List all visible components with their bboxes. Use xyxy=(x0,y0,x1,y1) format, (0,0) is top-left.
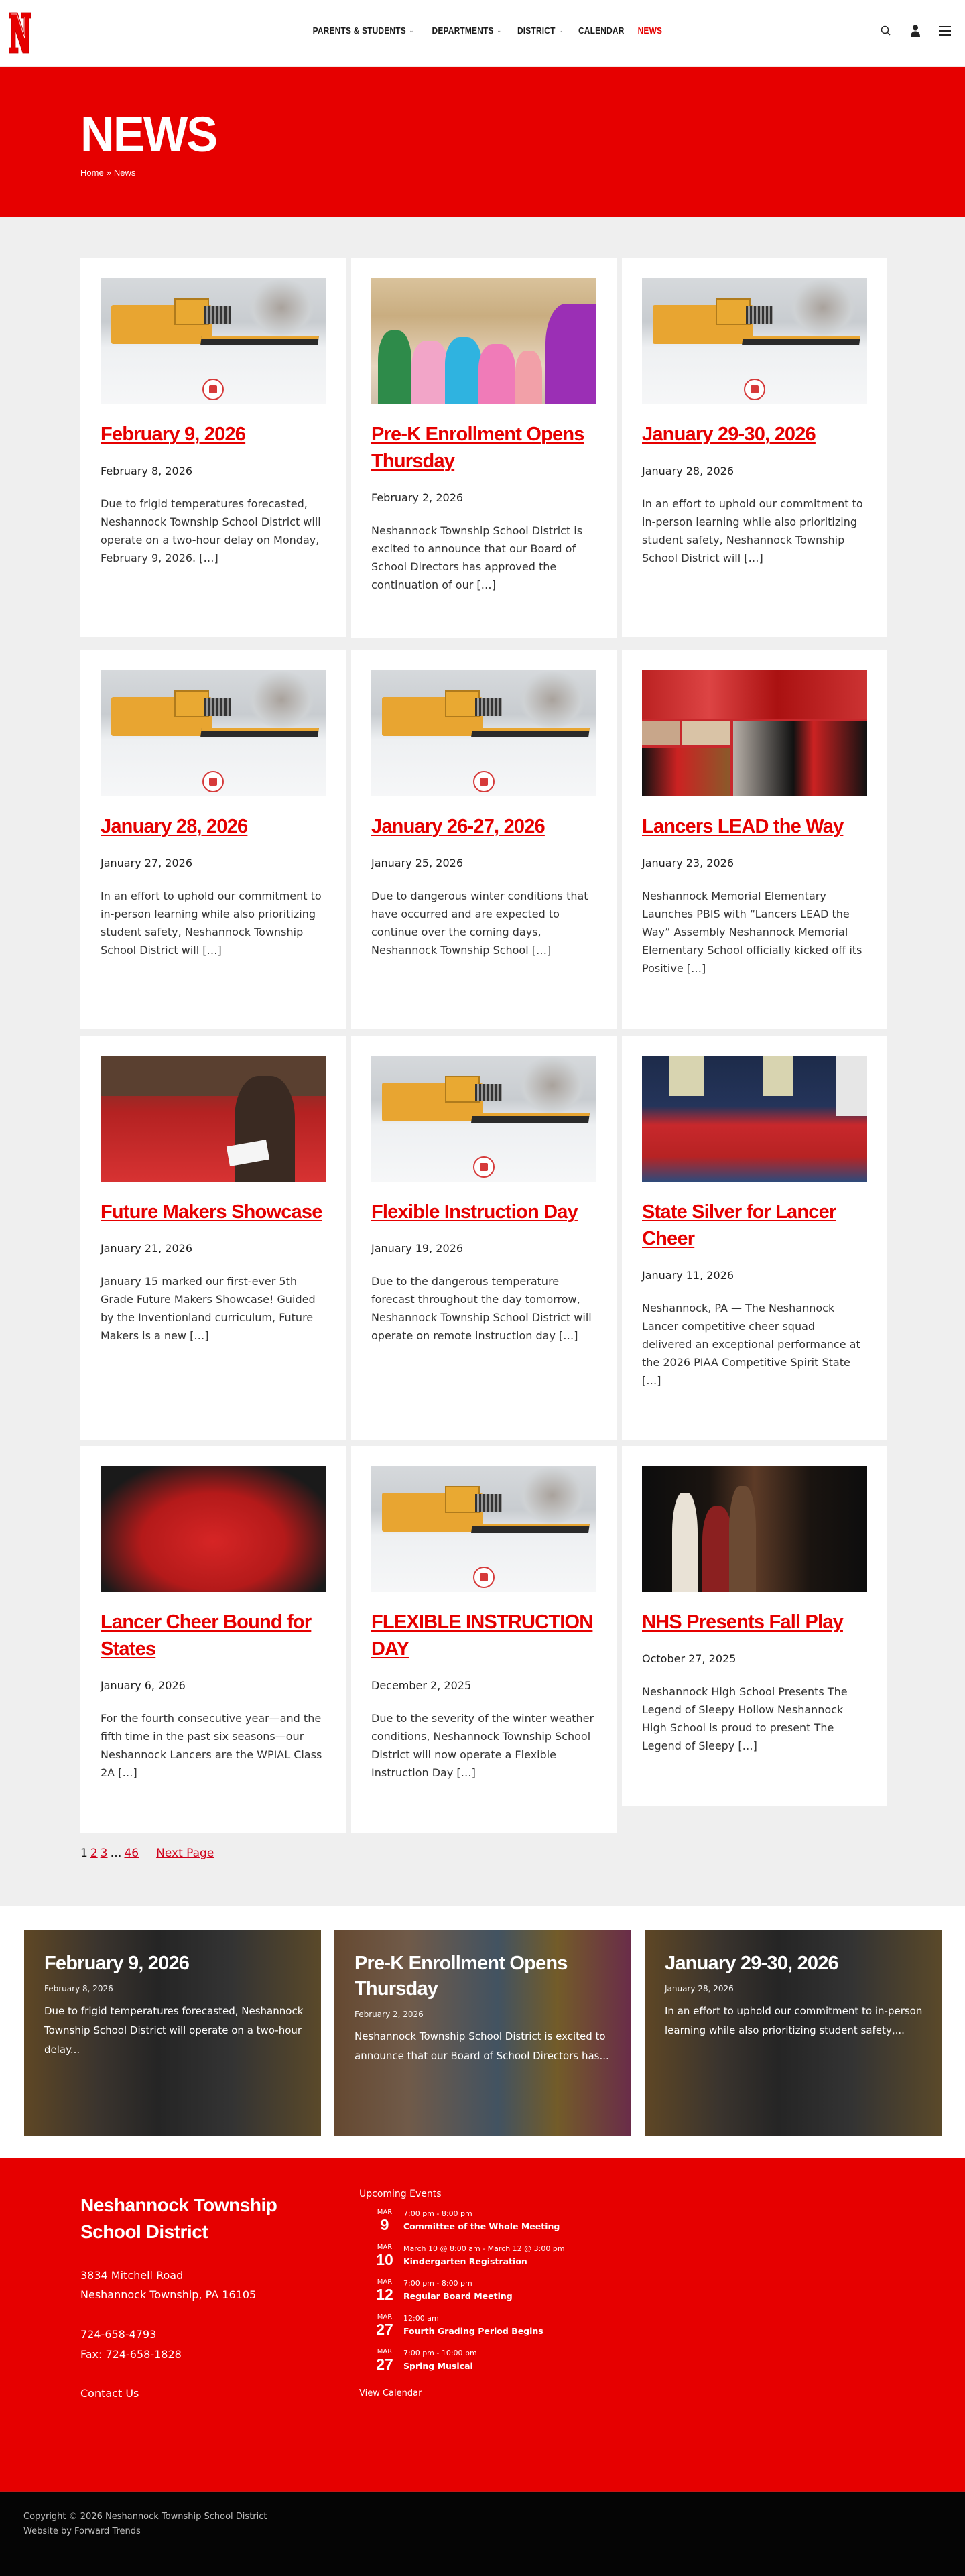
news-card-date: October 27, 2025 xyxy=(642,1652,736,1665)
featured-post-title: Pre-K Enrollment Opens Thursday xyxy=(355,1953,568,2000)
news-card xyxy=(80,650,346,1029)
event-title-link[interactable]: Spring Musical xyxy=(403,2361,473,2371)
news-card xyxy=(80,258,346,637)
featured-post-excerpt: In an effort to uphold our commitment to in-person learning while also prioritizing student safety,... xyxy=(665,2005,923,2036)
news-card-excerpt: In an effort to uphold our commitment to in-person learning while also prioritizing student safety, Neshannock Township School District will […] xyxy=(642,497,863,564)
event-date: MAR 27 xyxy=(376,2313,393,2338)
featured-post-card[interactable] xyxy=(645,1930,942,2136)
news-card xyxy=(351,1036,617,1440)
featured-post-title: January 29-30, 2026 xyxy=(665,1953,838,1974)
phone-number[interactable]: 724-658-4793 xyxy=(80,2328,157,2341)
footer-contact-info xyxy=(80,2192,322,2400)
news-card-excerpt: Due to frigid temperatures forecasted, Neshannock Township School District will operate on a two-hour delay on Monday, February 9, 2026. […] xyxy=(101,497,321,564)
featured-posts xyxy=(0,1906,965,2158)
news-card-image-showcase[interactable] xyxy=(101,1056,326,1182)
copyright xyxy=(23,2510,267,2539)
district-seal-icon xyxy=(202,771,224,792)
event-time: 7:00 pm - 10:00 pm xyxy=(403,2349,477,2357)
news-card-date: January 27, 2026 xyxy=(101,857,192,869)
news-card-image-snowplow[interactable] xyxy=(101,278,326,404)
news-card-title-link[interactable]: Lancers LEAD the Way xyxy=(642,816,844,837)
news-card-excerpt: Due to dangerous winter conditions that have occurred and are expected to continue over the coming days, Neshannock Township School […] xyxy=(371,890,588,957)
news-card-date: January 19, 2026 xyxy=(371,1242,463,1255)
page-title: NEWS xyxy=(80,107,217,162)
news-card-excerpt: Due to the severity of the winter weather conditions, Neshannock Township School District will now operate a Flexible Instruction Day […] xyxy=(371,1712,594,1779)
news-card-title-link[interactable]: January 29-30, 2026 xyxy=(642,424,816,445)
user-icon xyxy=(911,25,920,37)
news-card-date: January 11, 2026 xyxy=(642,1269,734,1282)
menu-icon xyxy=(939,25,951,36)
news-card-title-link[interactable]: Lancer Cheer Bound for States xyxy=(101,1611,312,1660)
upcoming-events xyxy=(359,2189,627,2398)
account-button[interactable] xyxy=(909,24,922,38)
event-time: 7:00 pm - 8:00 pm xyxy=(403,2209,472,2218)
district-seal-icon xyxy=(744,379,765,400)
event-date: MAR 10 xyxy=(376,2244,393,2268)
news-card-excerpt: Neshannock Memorial Elementary Launches PBIS with “Lancers LEAD the Way” Assembly Neshannock Memorial Elementary School officially kicked off its Positive […] xyxy=(642,890,862,975)
news-card-excerpt: Due to the dangerous temperature forecast throughout the day tomorrow, Neshannock Township School District will operate on remote instruction day […] xyxy=(371,1275,592,1342)
news-card-image-snowplow[interactable] xyxy=(642,278,867,404)
news-card xyxy=(80,1446,346,1833)
footer-address: 3834 Mitchell Road Neshannock Township, PA 16105 xyxy=(80,2269,257,2301)
featured-post-card[interactable] xyxy=(24,1930,321,2136)
event-item xyxy=(359,2209,627,2234)
chevron-down-icon: ⌄ xyxy=(558,27,564,34)
news-card-image-cheer-team[interactable] xyxy=(101,1466,326,1592)
header-tools xyxy=(879,24,952,38)
district-seal-icon xyxy=(473,771,495,792)
search-icon xyxy=(881,25,891,36)
news-card-title-link[interactable]: NHS Presents Fall Play xyxy=(642,1611,843,1633)
nav-calendar[interactable]: CALENDAR xyxy=(578,25,625,36)
main-navigation xyxy=(0,25,965,36)
news-card-title-link[interactable]: FLEXIBLE INSTRUCTION DAY xyxy=(371,1611,593,1660)
nav-district[interactable]: DISTRICT ⌄ xyxy=(517,25,564,36)
news-card-excerpt: Neshannock, PA — The Neshannock Lancer competitive cheer squad delivered an exceptional performance at the 2026 PIAA Competitive Spirit State […] xyxy=(642,1302,860,1387)
event-item xyxy=(359,2244,627,2269)
news-card-excerpt: Neshannock High School Presents The Legend of Sleepy Hollow Neshannock High School is proud to present The Legend of Sleepy […] xyxy=(642,1685,848,1752)
news-card-excerpt: For the fourth consecutive year—and the fifth time in the past six seasons—our Neshannock Lancers are the WPIAL Class 2A […] xyxy=(101,1712,322,1779)
news-card-image-fall-play[interactable] xyxy=(642,1466,867,1592)
featured-post-excerpt: Neshannock Township School District is excited to announce that our Board of School Directors has... xyxy=(355,2030,609,2062)
event-date: MAR 9 xyxy=(377,2209,393,2233)
event-item xyxy=(359,2278,627,2304)
news-card xyxy=(622,258,887,637)
next-page-link[interactable]: Next Page xyxy=(156,1847,214,1860)
pagination-page-2[interactable]: 2 xyxy=(90,1847,98,1860)
event-date: MAR 12 xyxy=(376,2278,393,2303)
featured-post-title: February 9, 2026 xyxy=(44,1953,190,1974)
nav-departments[interactable]: DEPARTMENTS ⌄ xyxy=(432,25,502,36)
district-seal-icon xyxy=(473,1567,495,1588)
website-credit-link[interactable]: Website by Forward Trends xyxy=(23,2526,141,2536)
news-card-excerpt: Neshannock Township School District is excited to announce that our Board of School Directors has approved the continuation of our […] xyxy=(371,524,583,591)
news-card xyxy=(80,1036,346,1440)
breadcrumb xyxy=(80,168,135,178)
contact-us-link[interactable]: Contact Us xyxy=(80,2387,139,2400)
news-card-title-link[interactable]: Pre-K Enrollment Opens Thursday xyxy=(371,424,584,472)
news-list-section xyxy=(0,217,965,1906)
news-card xyxy=(622,1446,887,1806)
news-card xyxy=(622,1036,887,1440)
news-card-title-link[interactable]: State Silver for Lancer Cheer xyxy=(642,1201,836,1249)
featured-post-date: February 8, 2026 xyxy=(44,1984,113,1994)
event-date: MAR 27 xyxy=(376,2348,393,2373)
page-hero xyxy=(0,67,965,217)
event-title-link[interactable]: Kindergarten Registration xyxy=(403,2256,527,2266)
event-title-link[interactable]: Regular Board Meeting xyxy=(403,2291,513,2301)
news-card xyxy=(351,258,617,638)
news-card-date: January 28, 2026 xyxy=(642,465,734,477)
news-card-image-cheer-medals[interactable] xyxy=(642,1056,867,1182)
event-time: 7:00 pm - 8:00 pm xyxy=(403,2279,472,2288)
district-seal-icon xyxy=(202,379,224,400)
breadcrumb-current: News xyxy=(113,168,136,178)
news-card-image-snowplow[interactable] xyxy=(371,1056,596,1182)
news-card-excerpt: January 15 marked our first-ever 5th Grade Future Makers Showcase! Guided by the Inventionland curriculum, Future Makers is a new […] xyxy=(101,1275,316,1342)
news-card-image-snowplow[interactable] xyxy=(101,670,326,796)
news-card-date: February 8, 2026 xyxy=(101,465,193,477)
event-title-link[interactable]: Fourth Grading Period Begins xyxy=(403,2326,543,2336)
news-card-date: December 2, 2025 xyxy=(371,1679,472,1692)
news-card-date: January 23, 2026 xyxy=(642,857,734,869)
news-card-excerpt: In an effort to uphold our commitment to in-person learning while also prioritizing student safety, Neshannock Township School District will […] xyxy=(101,890,322,957)
news-card xyxy=(351,650,617,1029)
news-card-image-assembly[interactable] xyxy=(642,670,867,796)
news-card-title-link[interactable]: February 9, 2026 xyxy=(101,424,246,445)
fax-number: Fax: 724-658-1828 xyxy=(80,2348,182,2361)
footer-org-name: Neshannock Township School District xyxy=(80,2195,277,2242)
event-time: 12:00 am xyxy=(403,2314,439,2323)
news-card-image-snowplow[interactable] xyxy=(371,1466,596,1592)
site-header xyxy=(0,0,965,67)
copyright-bar xyxy=(0,2491,965,2576)
pagination-current-page: 1 xyxy=(80,1847,88,1860)
news-card-image-preschool[interactable] xyxy=(371,278,596,404)
search-button[interactable] xyxy=(879,24,893,38)
pagination-page-3[interactable]: 3 xyxy=(100,1847,108,1860)
featured-post-date: January 28, 2026 xyxy=(665,1984,734,1994)
district-seal-icon xyxy=(473,1156,495,1178)
featured-post-excerpt: Due to frigid temperatures forecasted, Neshannock Township School District will operate on a two-hour delay... xyxy=(44,2005,304,2056)
event-title-link[interactable]: Committee of the Whole Meeting xyxy=(403,2221,560,2231)
news-card-date: January 6, 2026 xyxy=(101,1679,186,1692)
news-card-date: February 2, 2026 xyxy=(371,491,464,504)
breadcrumb-separator: » xyxy=(106,168,111,178)
featured-post-date: February 2, 2026 xyxy=(355,2010,424,2019)
footer-phone xyxy=(80,2325,322,2365)
news-card-title-link[interactable]: Flexible Instruction Day xyxy=(371,1201,578,1223)
news-card-title-link[interactable]: January 28, 2026 xyxy=(101,816,248,837)
nav-parents-students[interactable]: PARENTS & STUDENTS ⌄ xyxy=(312,25,414,36)
events-heading: Upcoming Events xyxy=(359,2189,442,2199)
view-calendar-link[interactable]: View Calendar xyxy=(359,2388,422,2398)
pagination-last-page[interactable]: 46 xyxy=(124,1847,139,1860)
menu-button[interactable] xyxy=(938,24,952,38)
event-item xyxy=(359,2348,627,2374)
news-card xyxy=(351,1446,617,1833)
breadcrumb-home-link[interactable]: Home xyxy=(80,168,104,178)
featured-post-card[interactable] xyxy=(334,1930,631,2136)
news-card xyxy=(622,650,887,1029)
news-card-date: January 21, 2026 xyxy=(101,1242,192,1255)
event-time: March 10 @ 8:00 am - March 12 @ 3:00 pm xyxy=(403,2244,565,2253)
event-item xyxy=(359,2313,627,2339)
pagination-ellipsis: … xyxy=(110,1847,122,1860)
news-card-title-link[interactable]: January 26-27, 2026 xyxy=(371,816,545,837)
chevron-down-icon: ⌄ xyxy=(497,27,502,34)
news-card-image-snowplow[interactable] xyxy=(371,670,596,796)
copyright-text: Copyright © 2026 Neshannock Township School District xyxy=(23,2512,267,2522)
pagination xyxy=(80,1847,214,1860)
chevron-down-icon: ⌄ xyxy=(409,27,414,34)
news-card-date: January 25, 2026 xyxy=(371,857,463,869)
site-footer xyxy=(0,2158,965,2491)
news-card-title-link[interactable]: Future Makers Showcase xyxy=(101,1201,322,1223)
nav-news[interactable]: NEWS xyxy=(637,25,663,36)
